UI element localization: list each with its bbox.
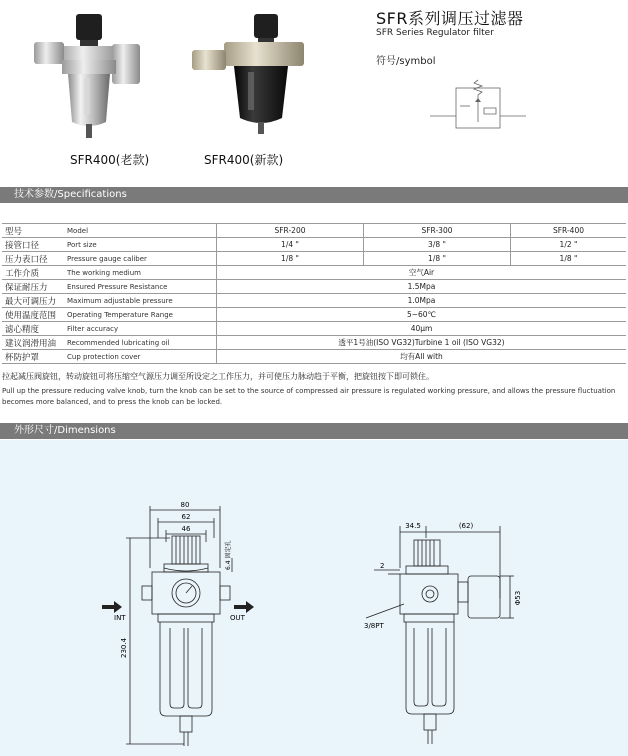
spec-table (2, 223, 626, 364)
spec-label-cn: 建议润滑用油 (2, 336, 64, 350)
dim-width-62: 62 (181, 513, 191, 521)
dim-side-62: (62) (458, 522, 474, 530)
spec-label-en: Cup protection cover (64, 350, 217, 364)
spec-row-oil (2, 336, 626, 350)
spec-cell: 空气Air (217, 266, 627, 280)
regulator-symbol (430, 78, 526, 138)
spec-label-en: Filter accuracy (64, 322, 217, 336)
spec-cell: 3/8 " (364, 238, 511, 252)
spec-label-en: Recommended lubricating oil (64, 336, 217, 350)
spec-cell: 均有All with (217, 350, 627, 364)
dim-side-2: 2 (380, 562, 385, 570)
product-caption-new: SFR400(新款) (204, 153, 284, 167)
spec-label-en: Maximum adjustable pressure (64, 294, 217, 308)
port-thread-label: 3/8PT (364, 622, 384, 630)
page-title: SFR系列调压过滤器 (376, 9, 524, 28)
spec-label-cn: 使用温度范围 (2, 308, 64, 322)
usage-note-cn: 拉起减压阀旋钮，转动旋钮可将压缩空气源压力调至所设定之工作压力，并可使压力脉动趋于平衡，把旋钮按下即可锁住。 (2, 372, 434, 381)
spec-cell: SFR-200 (217, 224, 364, 238)
spec-cell: 1/4 " (217, 238, 364, 252)
dim-width-46: 46 (181, 525, 191, 533)
spec-row-medium (2, 266, 626, 280)
spec-row-pressure-resistance (2, 280, 626, 294)
spec-cell: 1.0Mpa (217, 294, 627, 308)
specifications-header: 技术参数/Specifications (0, 187, 628, 203)
product-caption-old: SFR400(老款) (70, 153, 150, 167)
spec-cell: 1/8 " (511, 252, 627, 266)
spec-cell: 1/8 " (217, 252, 364, 266)
spec-row-gauge (2, 252, 626, 266)
spec-label-cn: 接管口径 (2, 238, 64, 252)
spec-cell: 5~60℃ (217, 308, 627, 322)
front-view-drawing (100, 498, 270, 756)
spec-label-en: Operating Temperature Range (64, 308, 217, 322)
inlet-label: INT (114, 614, 126, 622)
dimensions-header: 外形尺寸/Dimensions (0, 423, 628, 439)
symbol-label: 符号/symbol (376, 56, 436, 67)
usage-note-en: Pull up the pressure reducing valve knob, turn the knob can be set to the source of compressed air pressure is regulated working pressure, and allows the pressure fluctuation becomes more balanced, and to press the knob can be locked. (2, 387, 616, 406)
spec-label-cn: 工作介质 (2, 266, 64, 280)
dim-mount-hole: 6.4 固定孔 (225, 540, 232, 570)
side-view-drawing (360, 518, 530, 756)
spec-row-max-pressure (2, 294, 626, 308)
spec-label-cn: 压力表口径 (2, 252, 64, 266)
dim-width-80: 80 (180, 501, 190, 509)
spec-cell: SFR-300 (364, 224, 511, 238)
dim-height: 230.4 (120, 637, 128, 659)
page-subtitle: SFR Series Regulator filter (376, 28, 494, 38)
spec-cell: 1.5Mpa (217, 280, 627, 294)
spec-cell: 40μm (217, 322, 627, 336)
spec-row-cover (2, 350, 626, 364)
dim-side-diameter: Φ53 (514, 590, 522, 606)
spec-label-cn: 型号 (2, 224, 64, 238)
dim-side-34-5: 34.5 (405, 522, 421, 530)
spec-cell: 透平1号油(ISO VG32)Turbine 1 oil (ISO VG32) (217, 336, 627, 350)
spec-cell: SFR-400 (511, 224, 627, 238)
spec-label-en: The working medium (64, 266, 217, 280)
spec-label-cn: 最大可调压力 (2, 294, 64, 308)
product-photo-old (14, 6, 164, 146)
spec-label-cn: 杯防护罩 (2, 350, 64, 364)
spec-label-en: Ensured Pressure Resistance (64, 280, 217, 294)
spec-cell: 1/2 " (511, 238, 627, 252)
spec-row-temperature (2, 308, 626, 322)
spec-cell: 1/8 " (364, 252, 511, 266)
spec-row-model (2, 224, 626, 238)
spec-label-cn: 滤心精度 (2, 322, 64, 336)
spec-label-en: Model (64, 224, 217, 238)
spec-label-en: Pressure gauge caliber (64, 252, 217, 266)
spec-row-port (2, 238, 626, 252)
product-photo-new (164, 6, 314, 146)
dimensions-panel (0, 440, 628, 756)
spec-row-filter (2, 322, 626, 336)
spec-label-cn: 保证耐压力 (2, 280, 64, 294)
spec-label-en: Port size (64, 238, 217, 252)
outlet-label: OUT (230, 614, 245, 622)
